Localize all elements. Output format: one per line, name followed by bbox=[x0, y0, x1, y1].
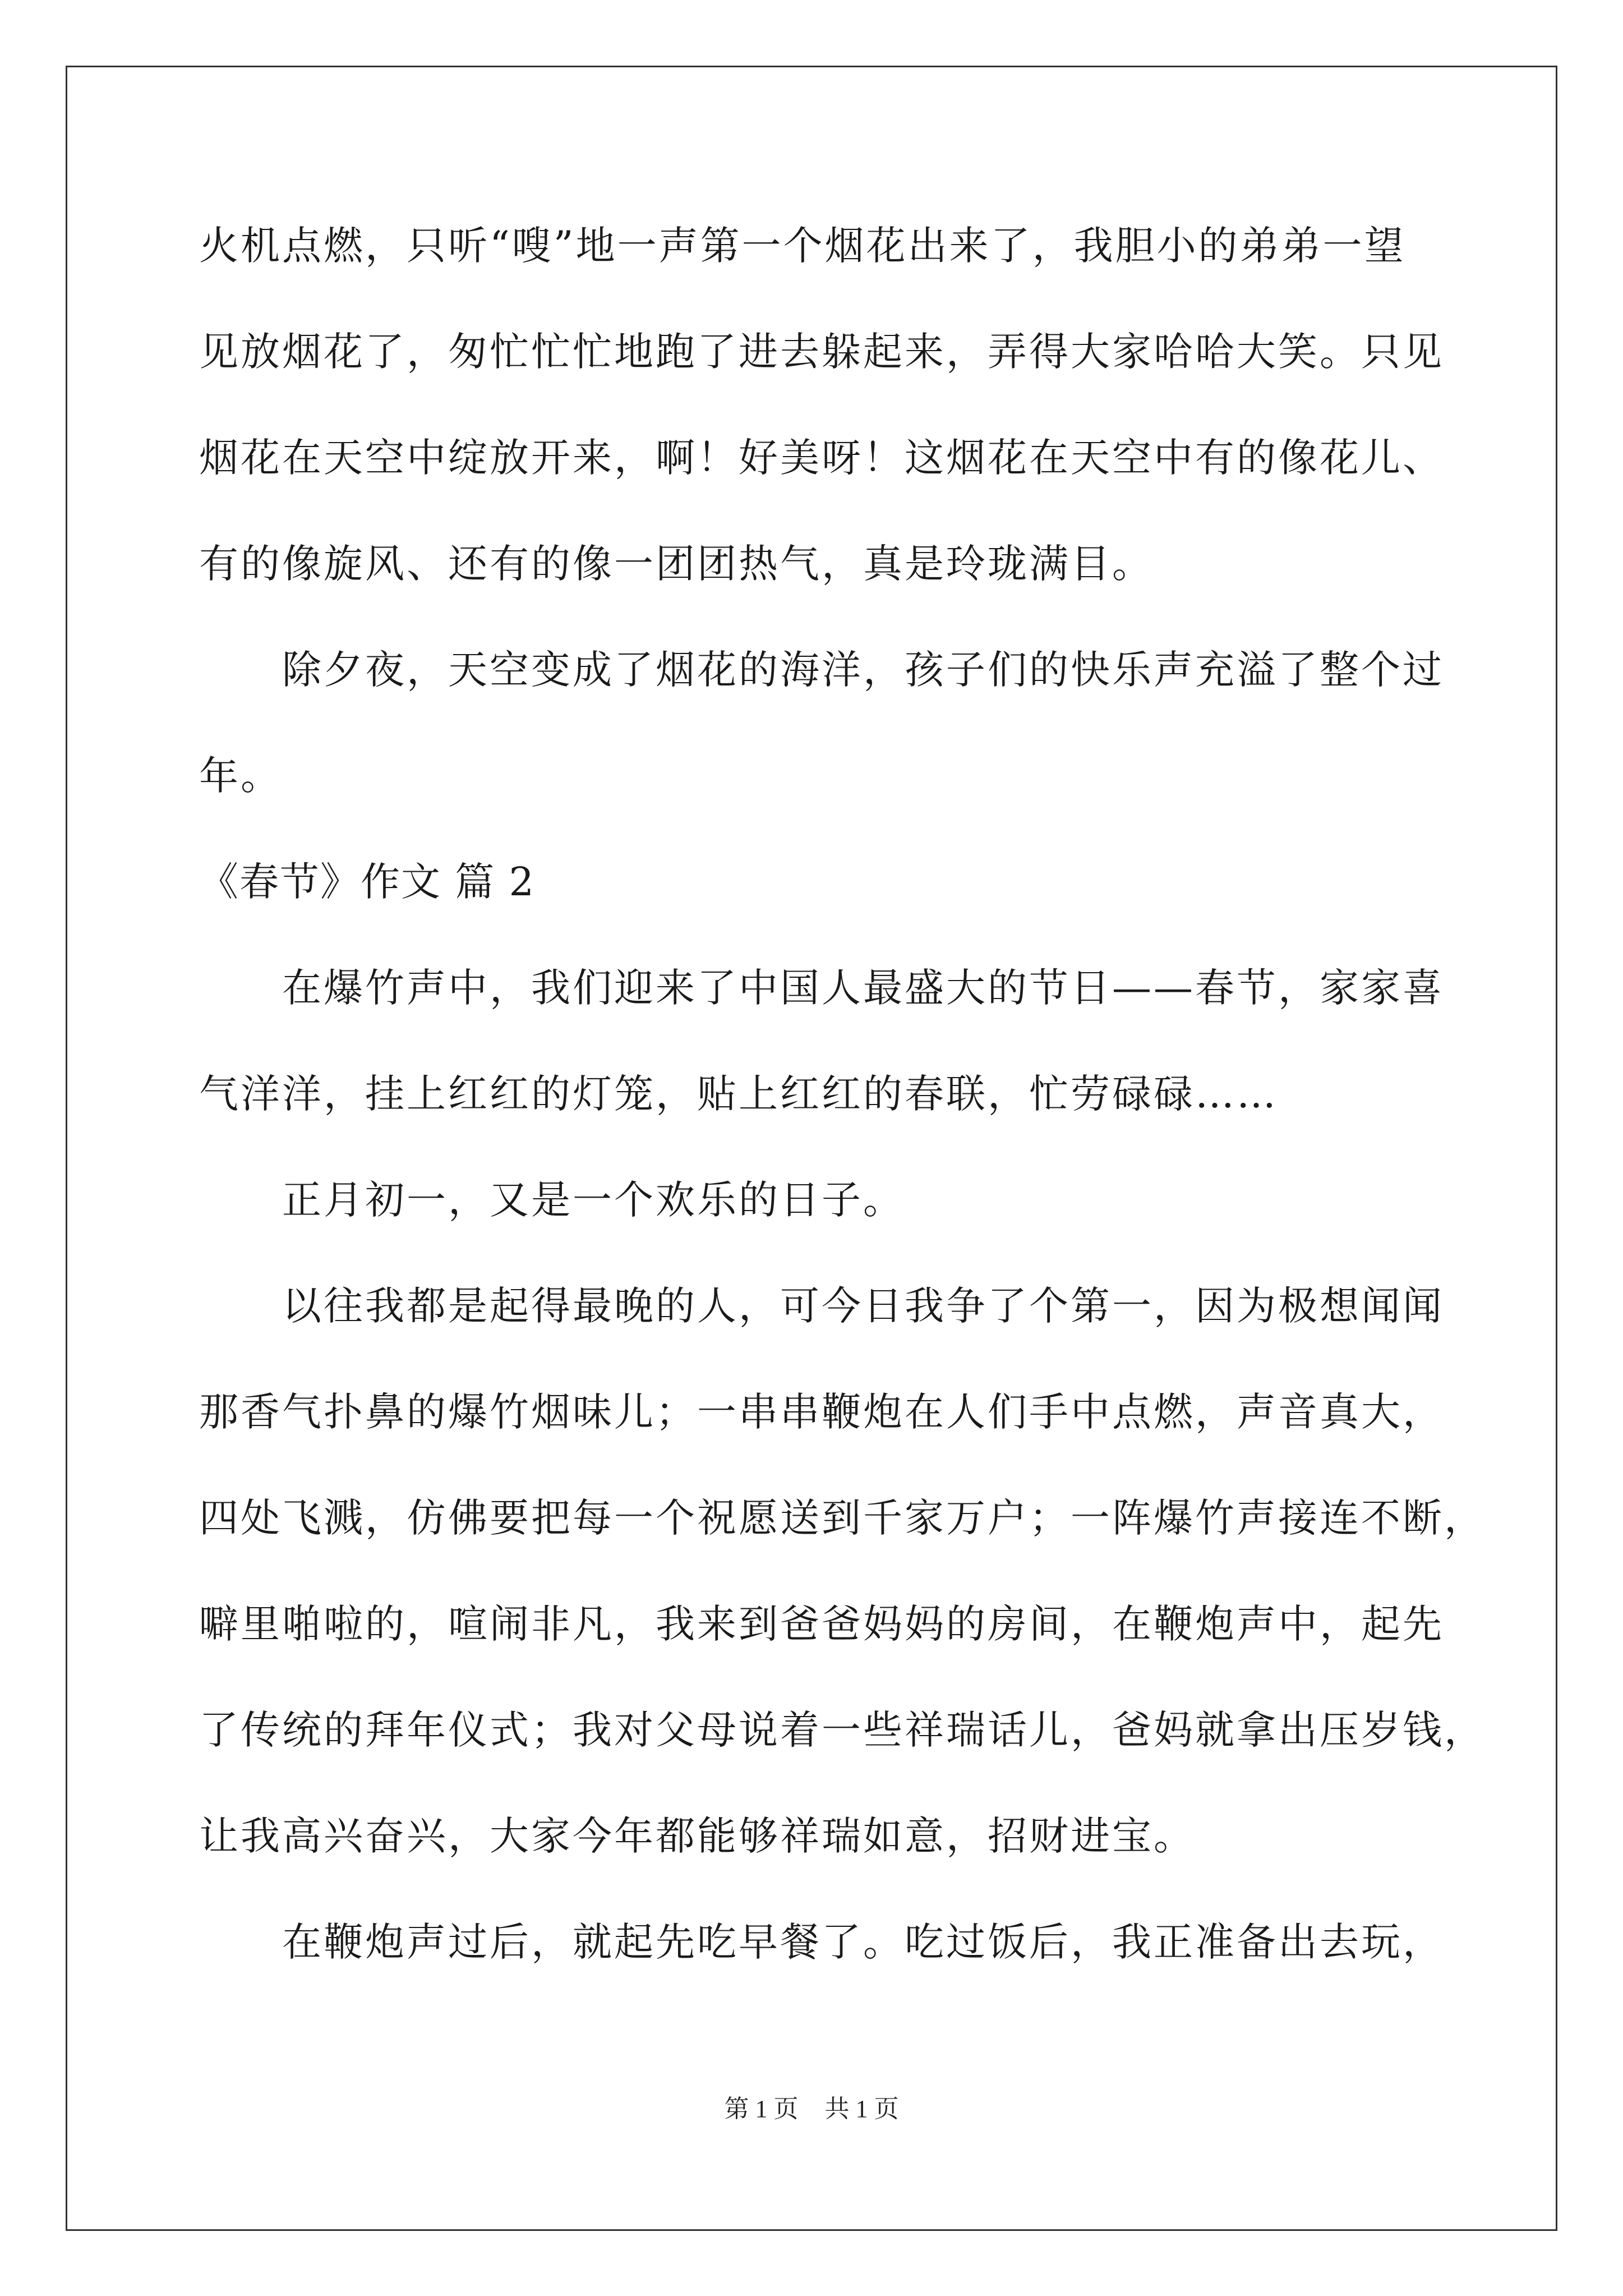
text-line: 见放烟花了，匆忙忙忙地跑了进去躲起来，弄得大家哈哈大笑。只见 bbox=[199, 329, 1444, 375]
page-number-total: 共 1 页 bbox=[824, 2095, 899, 2123]
text-line: 有的像旋风、还有的像一团团热气，真是玲珑满目。 bbox=[199, 541, 1154, 587]
page-number-current: 第 1 页 bbox=[724, 2095, 799, 2123]
text-line: 噼里啪啦的，喧闹非凡，我来到爸爸妈妈的房间，在鞭炮声中，起先 bbox=[199, 1601, 1444, 1647]
text-line: 以往我都是起得最晚的人，可今日我争了个第一，因为极想闻闻 bbox=[282, 1283, 1444, 1329]
text-line: 四处飞溅，仿佛要把每一个祝愿送到千家万户；一阵爆竹声接连不断， bbox=[199, 1495, 1486, 1541]
text-line: 在鞭炮声过后，就起先吃早餐了。吃过饭后，我正准备出去玩， bbox=[282, 1919, 1444, 1965]
text-line: 让我高兴奋兴，大家今年都能够祥瑞如意，招财进宝。 bbox=[199, 1813, 1195, 1859]
text-line: 烟花在天空中绽放开来，啊！好美呀！这烟花在天空中有的像花儿、 bbox=[199, 435, 1444, 481]
page-footer bbox=[0, 2092, 1623, 2126]
text-line: 除夕夜，天空变成了烟花的海洋，孩子们的快乐声充溢了整个过 bbox=[282, 647, 1444, 693]
text-line: 气洋洋，挂上红红的灯笼，贴上红红的春联，忙劳碌碌…… bbox=[199, 1071, 1278, 1117]
text-line: 那香气扑鼻的爆竹烟味儿；一串串鞭炮在人们手中点燃，声音真大， bbox=[199, 1389, 1444, 1435]
section-heading: 《春节》作文 篇 2 bbox=[199, 859, 536, 905]
text-line: 正月初一，又是一个欢乐的日子。 bbox=[282, 1177, 905, 1223]
text-line: 年。 bbox=[199, 753, 282, 799]
text-line: 火机点燃，只听“嗖”地一声第一个烟花出来了，我胆小的弟弟一望 bbox=[199, 223, 1406, 269]
text-line: 了传统的拜年仪式；我对父母说着一些祥瑞话儿，爸妈就拿出压岁钱， bbox=[199, 1707, 1486, 1753]
document-body bbox=[199, 222, 1486, 2024]
text-line: 在爆竹声中，我们迎来了中国人最盛大的节日——春节，家家喜 bbox=[282, 965, 1444, 1011]
